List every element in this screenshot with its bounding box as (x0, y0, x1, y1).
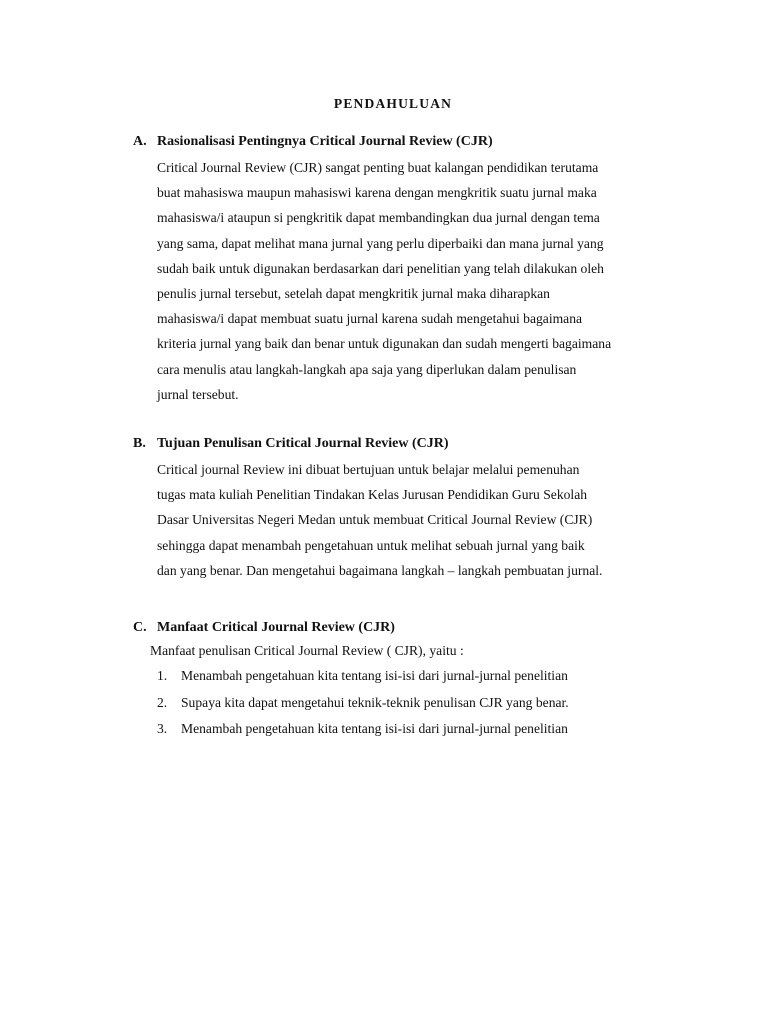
section-manfaat (133, 618, 693, 743)
section-heading-text: Tujuan Penulisan Critical Journal Review (CJR) (157, 436, 449, 451)
paragraph-line: Critical journal Review ini dibuat bertujuan untuk belajar melalui pemenuhan (157, 462, 580, 477)
section-heading (133, 434, 693, 454)
list-item-number: 3. (157, 721, 168, 737)
section-letter: B. (133, 436, 146, 451)
section-heading (133, 132, 693, 152)
benefit-list (157, 663, 693, 743)
list-item-number: 1. (157, 668, 168, 684)
list-item-number: 2. (157, 694, 168, 710)
paragraph-line: yang sama, dapat melihat mana jurnal yang perlu diperbaiki dan mana jurnal yang (157, 235, 604, 251)
list-item (157, 716, 693, 743)
section-paragraph (157, 155, 693, 407)
paragraph-line: Critical Journal Review (CJR) sangat penting buat kalangan pendidikan terutama (157, 160, 599, 175)
paragraph-line: tugas mata kuliah Penelitian Tindakan Kelas Jurusan Pendidikan Guru Sekolah (157, 487, 588, 503)
section-paragraph (157, 457, 693, 583)
paragraph-line: buat mahasiswa maupun mahasiswi karena dengan mengkritik suatu jurnal maka (157, 185, 597, 201)
section-letter: A. (133, 134, 147, 149)
section-intro: Manfaat penulisan Critical Journal Review ( CJR), yaitu : (150, 643, 464, 658)
page-title: PENDAHULUAN (333, 96, 453, 111)
section-heading (133, 618, 693, 638)
paragraph-line: jurnal tersebut. (157, 386, 239, 402)
list-item-text: Menambah pengetahuan kita tentang isi-isi dari jurnal-jurnal penelitian (181, 668, 568, 684)
paragraph-line: sehingga dapat menambah pengetahuan untuk melihat sebuah jurnal yang baik (157, 537, 585, 553)
list-item-text: Menambah pengetahuan kita tentang isi-isi dari jurnal-jurnal penelitian (181, 721, 568, 737)
section-heading-text: Rasionalisasi Pentingnya Critical Journal Review (CJR) (157, 134, 493, 149)
paragraph-line: cara menulis atau langkah-langkah apa saja yang diperlukan dalam penulisan (157, 361, 577, 377)
section-heading-text: Manfaat Critical Journal Review (CJR) (157, 620, 395, 635)
section-rasionalisasi (133, 132, 693, 407)
list-item (157, 663, 693, 690)
section-letter: C. (133, 620, 147, 635)
section-tujuan (133, 434, 693, 583)
paragraph-line: dan yang benar. Dan mengetahui bagaimana langkah – langkah pembuatan jurnal. (157, 562, 603, 578)
paragraph-line: Dasar Universitas Negeri Medan untuk membuat Critical Journal Review (CJR) (157, 512, 593, 528)
paragraph-line: mahasiswa/i ataupun si pengkritik dapat membandingkan dua jurnal dengan tema (157, 210, 600, 226)
paragraph-line: mahasiswa/i dapat membuat suatu jurnal karena sudah mengetahui bagaimana (157, 311, 583, 327)
paragraph-line: kriteria jurnal yang baik dan benar untuk digunakan dan sudah mengerti bagaimana (157, 336, 612, 352)
paragraph-line: penulis jurnal tersebut, setelah dapat mengkritik jurnal maka diharapkan (157, 285, 550, 301)
list-item-text: Supaya kita dapat mengetahui teknik-teknik penulisan CJR yang benar. (181, 694, 569, 710)
list-item (157, 690, 693, 717)
paragraph-line: sudah baik untuk digunakan berdasarkan dari penelitian yang telah dilakukan oleh (157, 260, 604, 276)
